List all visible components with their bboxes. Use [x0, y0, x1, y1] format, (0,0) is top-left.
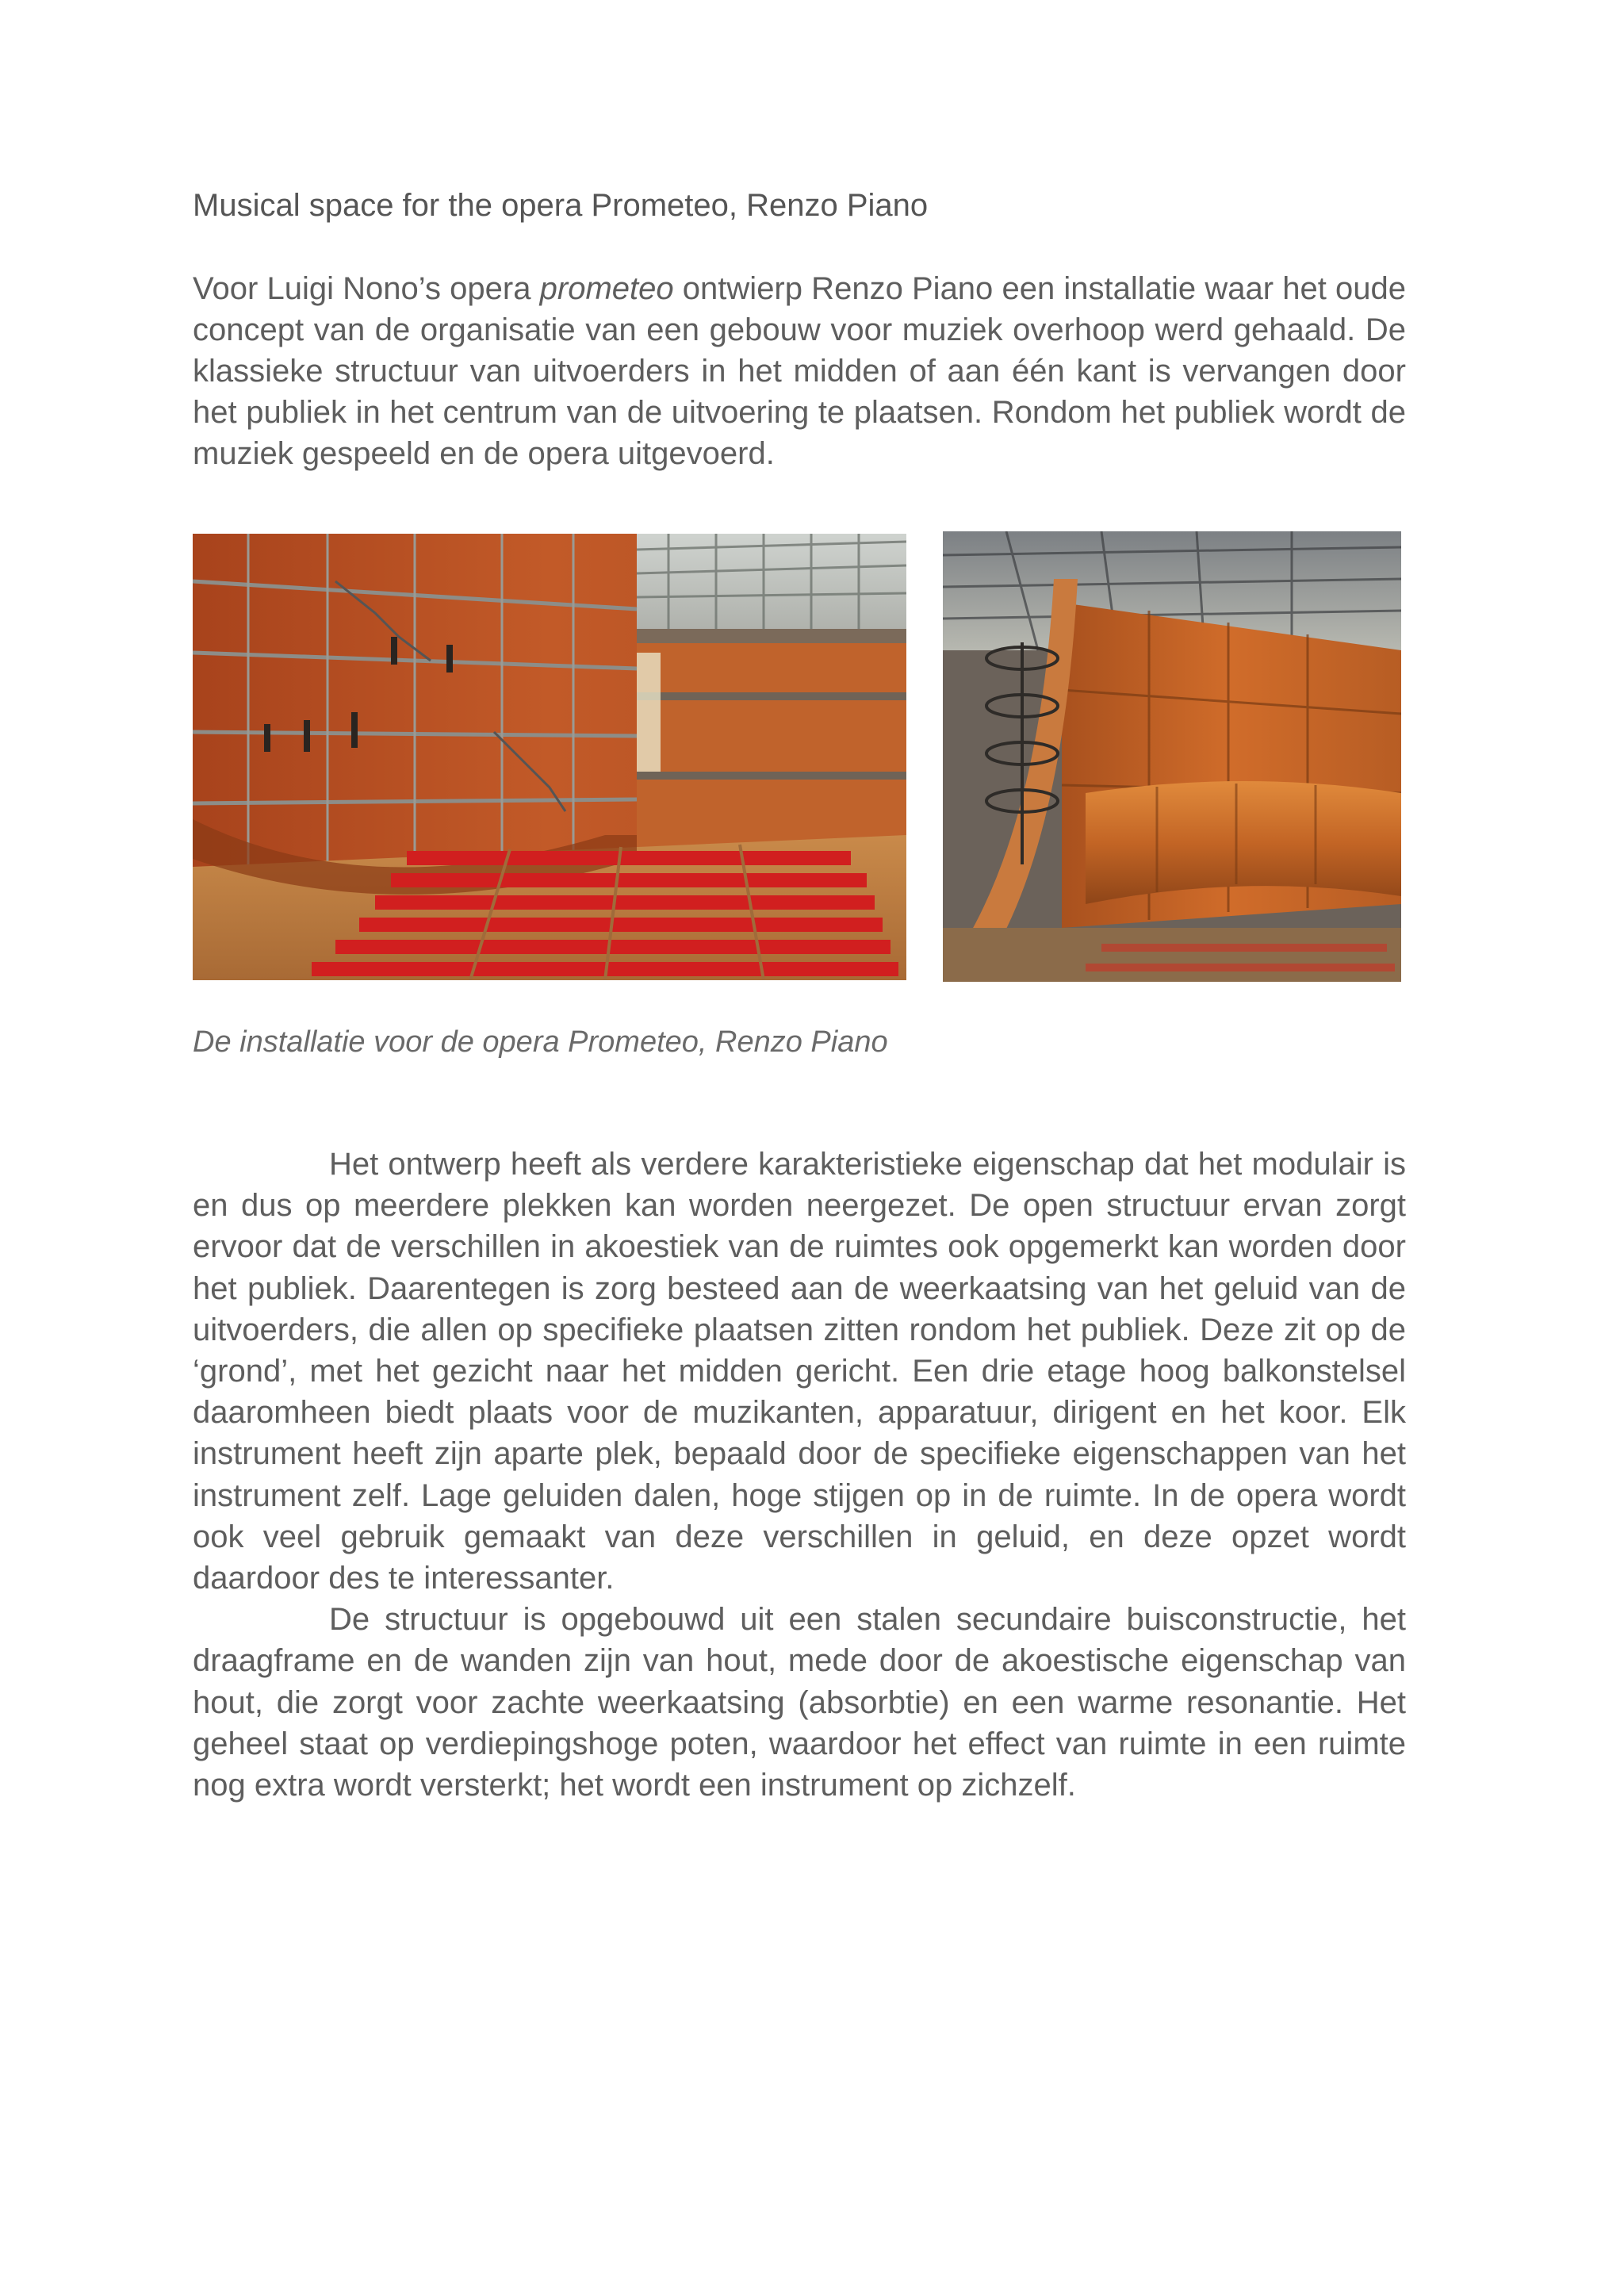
intro-text-start: Voor Luigi Nono’s opera [193, 271, 540, 306]
figure-caption: De installatie voor de opera Prometeo, Renzo Piano [193, 1025, 888, 1059]
photo-auditorium-image [193, 534, 906, 980]
page-title: Musical space for the opera Prometeo, Renzo Piano [193, 188, 929, 223]
body-text [193, 1144, 1406, 1806]
body-paragraph: Het ontwerp heeft als verdere karakteristieke eigenschap dat het modulair is en dus op meerdere plekken kan worden neergezet. De open structuur ervan zorgt ervoor dat de verschillen in akoestiek van de ruimtes ook opgemerkt kan worden door het publiek. Daarentegen is zorg besteed aan de weerkaatsing van het geluid van de uitvoerders, die allen op specifieke plaatsen zitten rondom het publiek. Deze zit op de ‘grond’, met het gezicht naar het midden gericht. Een drie etage hoog balkonstelsel daaromheen biedt plaats voor de muzikanten, apparatuur, dirigent en het koor. Elk instrument heeft zijn aparte plek, bepaald door de specifieke eigenschappen van het instrument zelf. Lage geluiden dalen, hoge stijgen op in de ruimte. In de opera wordt ook veel gebruik gemaakt van deze verschillen in geluid, en deze opzet wordt daardoor des te interessanter. [193, 1147, 1406, 1596]
photo-auditorium [193, 534, 906, 980]
intro-emphasis: prometeo [539, 271, 674, 306]
body-paragraph: De structuur is opgebouwd uit een stalen secundaire buisconstructie, het draagframe en de wanden zijn van hout, mede door de akoestische eigenschap van hout, die zorgt voor zachte weerkaatsing (absorbtie) en een warme resonantie. Het geheel staat op verdiepingshoge poten, waardoor het effect van ruimte in een ruimte nog extra wordt versterkt; het wordt een instrument op zichzelf. [193, 1602, 1406, 1803]
photo-wooden-structure-image [943, 531, 1401, 982]
photo-wooden-structure [943, 531, 1401, 982]
intro-paragraph [193, 268, 1406, 474]
intro-text-end: ontwierp Renzo Piano een installatie waar het oude concept van de organisatie van een gebouw voor muziek overhoop werd gehaald. De klassieke structuur van uitvoerders in het midden of aan één kant is vervangen door het publiek in het centrum van de uitvoering te plaatsen. Rondom het publiek wordt de muziek gespeeld en de opera uitgevoerd. [193, 271, 1407, 471]
